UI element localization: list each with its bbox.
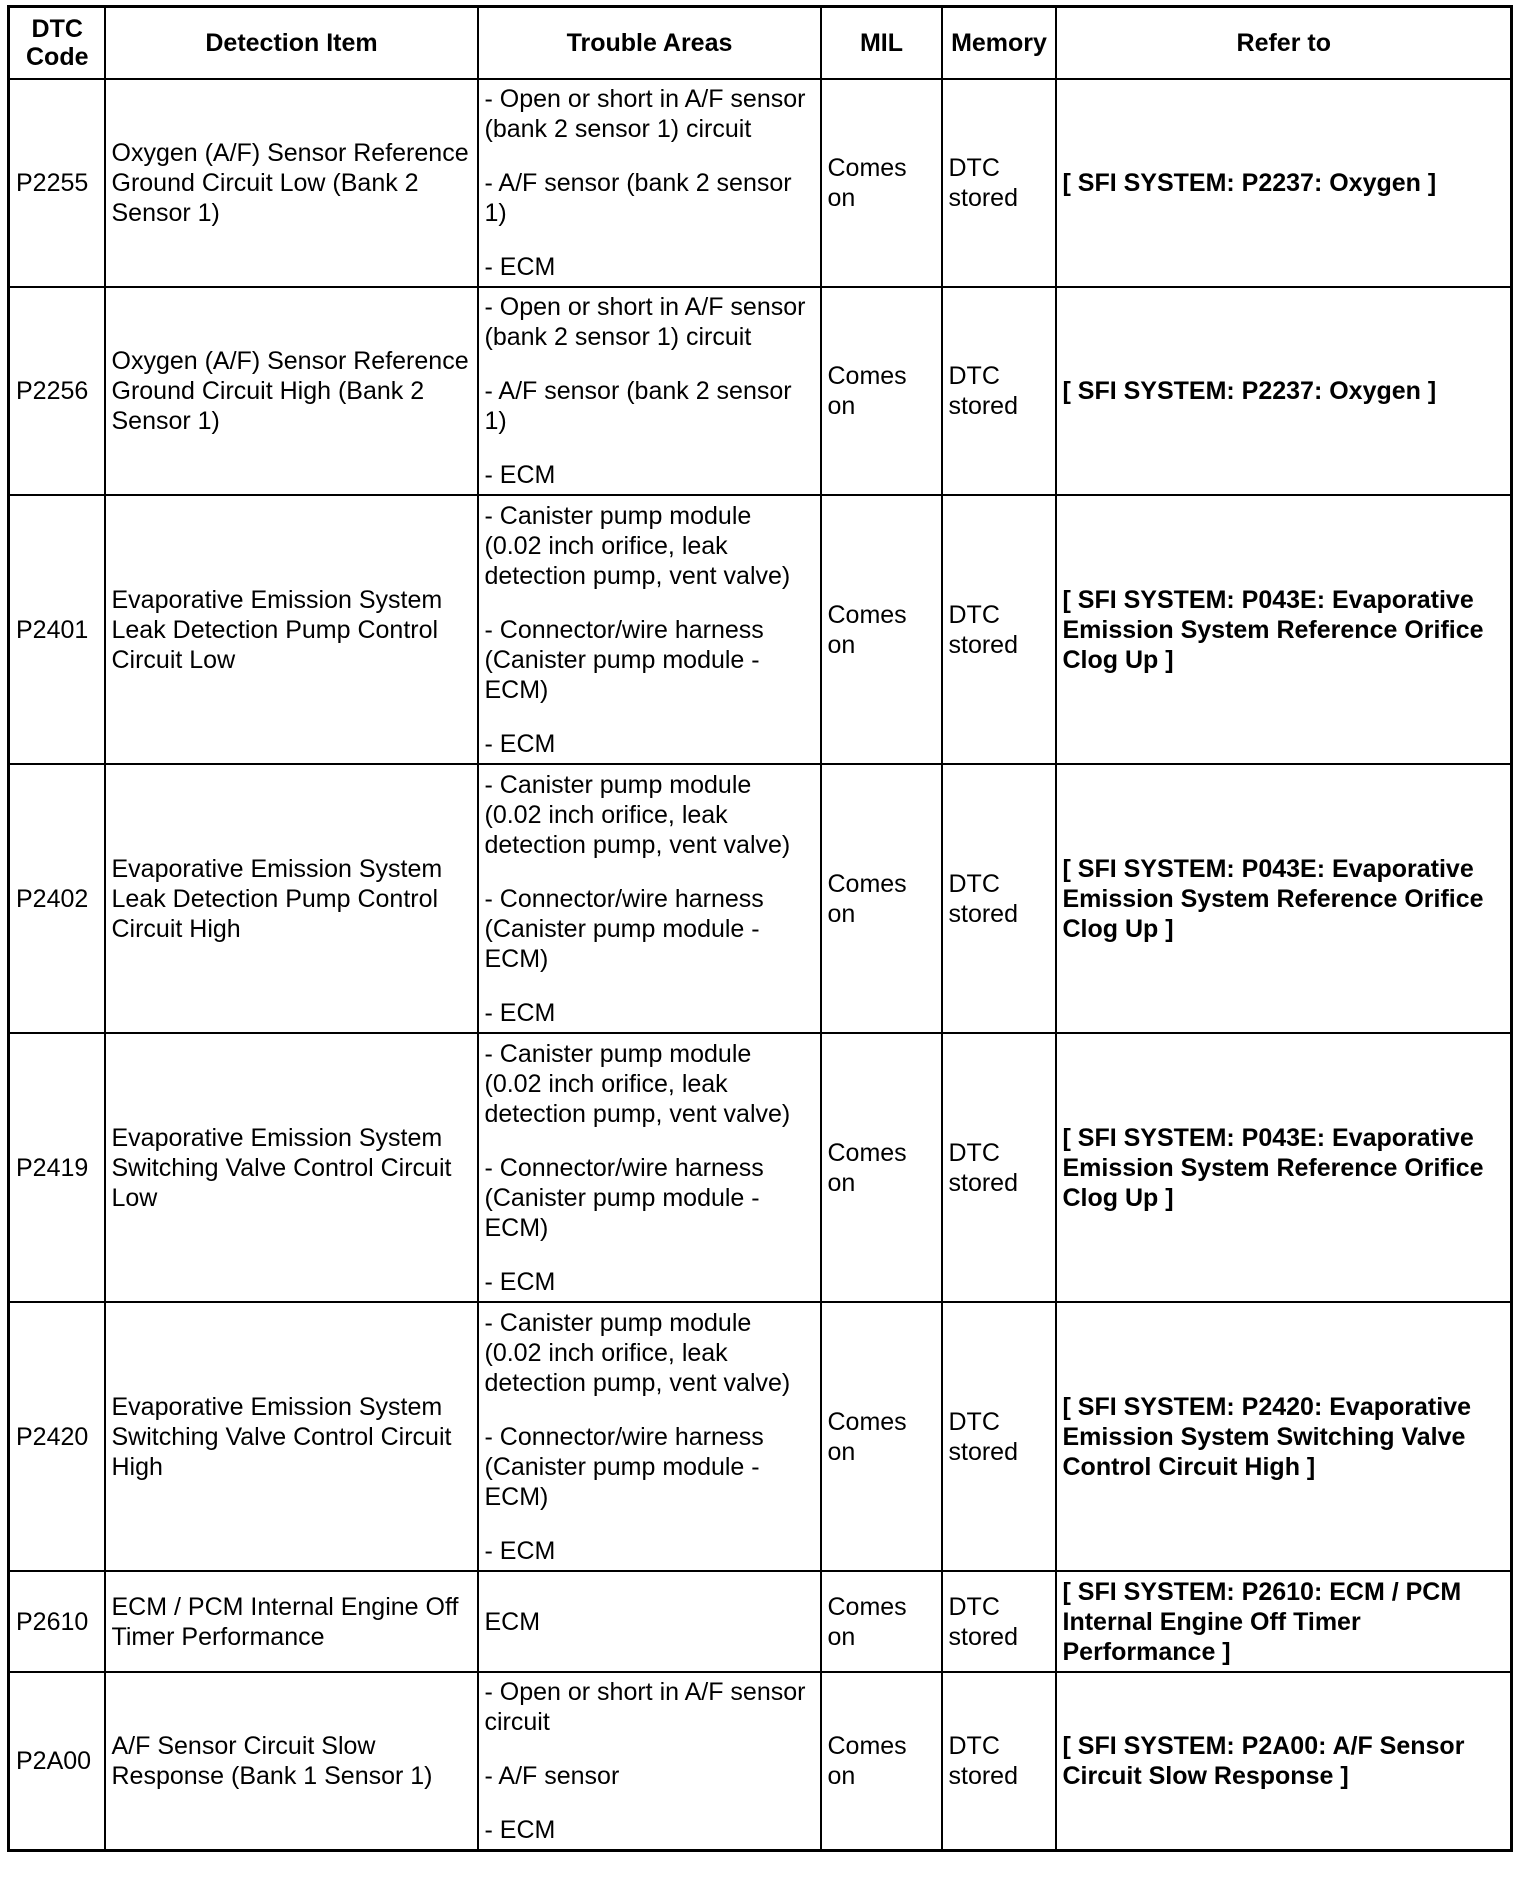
trouble-areas-cell <box>478 1571 821 1672</box>
dtc-code-cell: P2402 <box>9 764 105 1033</box>
header-row <box>9 7 1512 80</box>
detection-item-cell: ECM / PCM Internal Engine Off Timer Performance <box>105 1571 478 1672</box>
dtc-code-cell: P2256 <box>9 287 105 495</box>
trouble-area-item: - Canister pump module (0.02 inch orifice, leak detection pump, vent valve) <box>484 1039 791 1128</box>
trouble-area-item: - Connector/wire harness (Canister pump module - ECM) <box>484 884 764 973</box>
memory-cell: DTC stored <box>942 1033 1056 1302</box>
trouble-area-item: - ECM <box>484 729 556 758</box>
trouble-area-item: - ECM <box>484 461 556 489</box>
table-row <box>9 1033 1512 1302</box>
trouble-area-item: - A/F sensor <box>484 1762 620 1790</box>
refer-to-cell: [ SFI SYSTEM: P043E: Evaporative Emission System Reference Orifice Clog Up ] <box>1056 1033 1512 1302</box>
detection-item-cell: Evaporative Emission System Leak Detection Pump Control Circuit High <box>105 764 478 1033</box>
memory-cell: DTC stored <box>942 495 1056 764</box>
refer-to-cell: [ SFI SYSTEM: P2A00: A/F Sensor Circuit Slow Response ] <box>1056 1672 1512 1851</box>
trouble-area-item: - Open or short in A/F sensor (bank 2 sensor 1) circuit <box>484 85 806 143</box>
refer-to-cell: [ SFI SYSTEM: P2237: Oxygen ] <box>1056 287 1512 495</box>
trouble-area-item: - Open or short in A/F sensor circuit <box>484 1678 806 1736</box>
trouble-area-item: - ECM <box>484 253 556 281</box>
header-detection-item: Detection Item <box>105 7 478 80</box>
header-dtc-code-line1: DTC <box>31 15 83 43</box>
dtc-code-cell: P2A00 <box>9 1672 105 1851</box>
mil-cell: Comes on <box>821 495 942 764</box>
mil-cell: Comes on <box>821 1033 942 1302</box>
dtc-code-cell: P2610 <box>9 1571 105 1672</box>
header-dtc-code <box>9 7 105 80</box>
mil-cell: Comes on <box>821 1302 942 1571</box>
trouble-area-item: ECM <box>484 1607 541 1636</box>
table-row <box>9 1672 1512 1851</box>
dtc-code-cell: P2401 <box>9 495 105 764</box>
table-row <box>9 764 1512 1033</box>
trouble-areas-cell <box>478 1672 821 1851</box>
trouble-area-item: - Open or short in A/F sensor (bank 2 sensor 1) circuit <box>484 293 806 351</box>
trouble-area-item: - Connector/wire harness (Canister pump module - ECM) <box>484 1153 764 1242</box>
detection-item-cell: Evaporative Emission System Leak Detection Pump Control Circuit Low <box>105 495 478 764</box>
detection-item-cell: Oxygen (A/F) Sensor Reference Ground Circuit Low (Bank 2 Sensor 1) <box>105 79 478 287</box>
memory-cell: DTC stored <box>942 287 1056 495</box>
trouble-area-item: - Connector/wire harness (Canister pump module - ECM) <box>484 1422 764 1511</box>
header-dtc-code-line2: Code <box>26 43 89 71</box>
memory-cell: DTC stored <box>942 79 1056 287</box>
mil-cell: Comes on <box>821 1672 942 1851</box>
dtc-code-cell: P2419 <box>9 1033 105 1302</box>
dtc-table <box>7 5 1513 1852</box>
memory-cell: DTC stored <box>942 1302 1056 1571</box>
mil-cell: Comes on <box>821 1571 942 1672</box>
detection-item-cell: Evaporative Emission System Switching Valve Control Circuit Low <box>105 1033 478 1302</box>
trouble-area-item: - Canister pump module (0.02 inch orifice, leak detection pump, vent valve) <box>484 770 791 859</box>
table-row <box>9 287 1512 495</box>
refer-to-cell: [ SFI SYSTEM: P043E: Evaporative Emission System Reference Orifice Clog Up ] <box>1056 495 1512 764</box>
dtc-code-cell: P2420 <box>9 1302 105 1571</box>
trouble-areas-cell <box>478 764 821 1033</box>
memory-cell: DTC stored <box>942 1571 1056 1672</box>
memory-cell: DTC stored <box>942 764 1056 1033</box>
refer-to-cell: [ SFI SYSTEM: P2420: Evaporative Emission System Switching Valve Control Circuit High ] <box>1056 1302 1512 1571</box>
refer-to-cell: [ SFI SYSTEM: P2237: Oxygen ] <box>1056 79 1512 287</box>
header-memory: Memory <box>942 7 1056 80</box>
refer-to-cell: [ SFI SYSTEM: P043E: Evaporative Emission System Reference Orifice Clog Up ] <box>1056 764 1512 1033</box>
trouble-areas-cell <box>478 495 821 764</box>
detection-item-cell: Evaporative Emission System Switching Valve Control Circuit High <box>105 1302 478 1571</box>
trouble-area-item: - ECM <box>484 1536 556 1565</box>
dtc-code-cell: P2255 <box>9 79 105 287</box>
trouble-area-item: - A/F sensor (bank 2 sensor 1) <box>484 377 792 435</box>
trouble-areas-cell <box>478 1033 821 1302</box>
header-mil: MIL <box>821 7 942 80</box>
trouble-area-item: - Canister pump module (0.02 inch orifice, leak detection pump, vent valve) <box>484 1308 791 1397</box>
trouble-area-item: - Connector/wire harness (Canister pump module - ECM) <box>484 615 764 704</box>
trouble-areas-cell <box>478 287 821 495</box>
detection-item-cell: Oxygen (A/F) Sensor Reference Ground Circuit High (Bank 2 Sensor 1) <box>105 287 478 495</box>
table-row <box>9 1571 1512 1672</box>
table-row <box>9 79 1512 287</box>
trouble-area-item: - ECM <box>484 998 556 1027</box>
memory-cell: DTC stored <box>942 1672 1056 1851</box>
trouble-area-item: - ECM <box>484 1267 556 1296</box>
mil-cell: Comes on <box>821 764 942 1033</box>
header-refer-to: Refer to <box>1056 7 1512 80</box>
header-trouble-areas: Trouble Areas <box>478 7 821 80</box>
trouble-area-item: - Canister pump module (0.02 inch orifice, leak detection pump, vent valve) <box>484 501 791 590</box>
table-row <box>9 1302 1512 1571</box>
mil-cell: Comes on <box>821 79 942 287</box>
mil-cell: Comes on <box>821 287 942 495</box>
trouble-areas-cell <box>478 79 821 287</box>
table-row <box>9 495 1512 764</box>
trouble-area-item: - A/F sensor (bank 2 sensor 1) <box>484 169 792 227</box>
refer-to-cell: [ SFI SYSTEM: P2610: ECM / PCM Internal Engine Off Timer Performance ] <box>1056 1571 1512 1672</box>
detection-item-cell: A/F Sensor Circuit Slow Response (Bank 1 Sensor 1) <box>105 1672 478 1851</box>
trouble-areas-cell <box>478 1302 821 1571</box>
trouble-area-item: - ECM <box>484 1816 556 1844</box>
